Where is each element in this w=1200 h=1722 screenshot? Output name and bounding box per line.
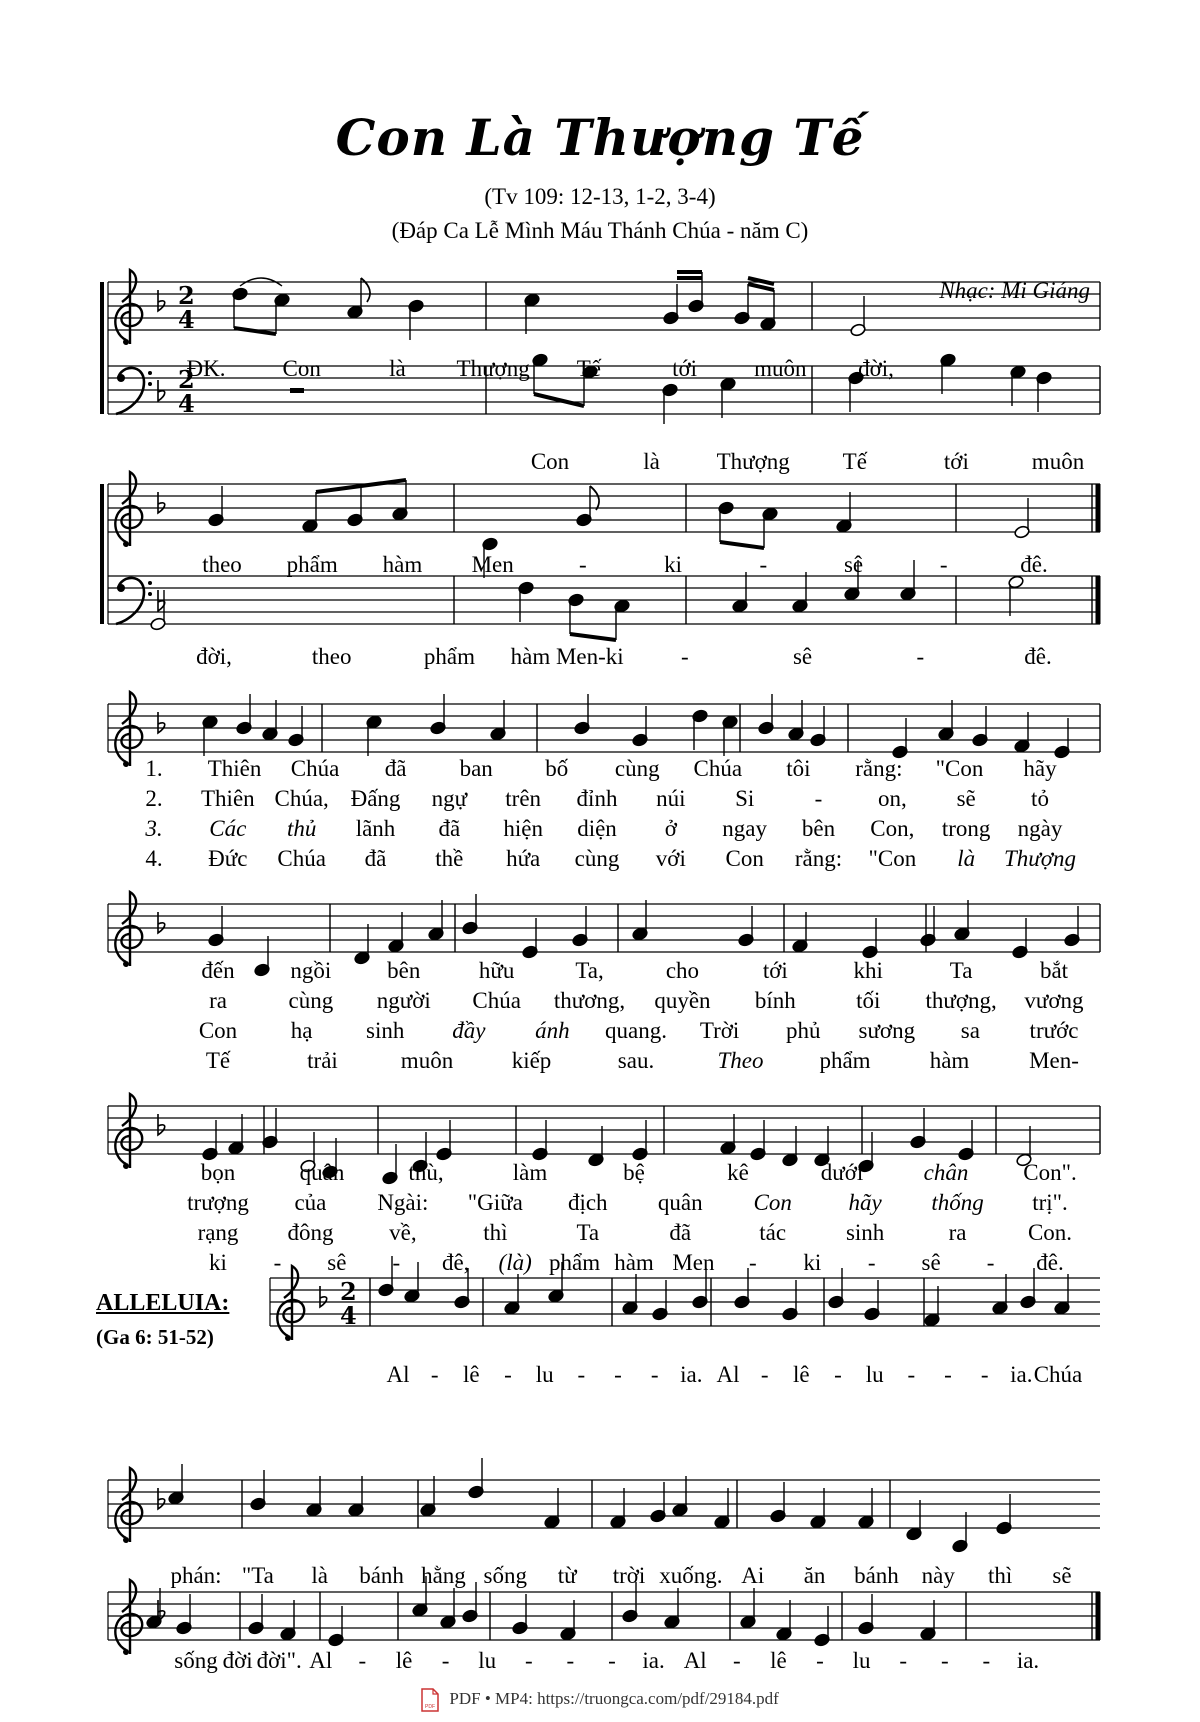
verse-lyric: Chúa	[290, 756, 340, 781]
time-signature-top: 2	[178, 365, 195, 394]
verse-lyric: sa	[960, 1018, 980, 1043]
verse-lyric: thượng,	[925, 988, 997, 1013]
alleluia-lyric: ia.	[1016, 1648, 1040, 1673]
verse-lyric: bệ	[623, 1160, 645, 1185]
verse-lyric: bên	[801, 816, 836, 841]
verse-lyric: trước	[1029, 1018, 1079, 1043]
alleluia-lyric: -	[608, 1648, 616, 1673]
refrain-lyric: sê	[843, 552, 864, 577]
alleluia-lyric: ia.	[680, 1362, 703, 1387]
verse-lyric: với	[655, 846, 686, 871]
verse-lyric: Con	[725, 846, 764, 871]
footer-link[interactable]: PDF • MP4: https://truongca.com/pdf/29184.pdf	[449, 1688, 779, 1708]
alleluia-lyric: ăn	[803, 1563, 826, 1588]
alleluia-lyric: -	[441, 1648, 450, 1673]
verse-lyric: làm	[512, 1160, 548, 1185]
flat-icon	[158, 1488, 165, 1509]
verse-lyric: -	[867, 1250, 876, 1275]
verse-lyric: ban	[459, 756, 493, 781]
verse-lyric: "Con	[935, 756, 984, 781]
alleluia-lyric: lê	[770, 1648, 787, 1673]
verse-lyric: rằng:	[794, 846, 843, 871]
alleluia-lyric: hằng	[421, 1563, 466, 1588]
alleluia-lyric: "Ta	[241, 1563, 274, 1588]
alleluia-lyric: ia.	[1010, 1362, 1033, 1387]
verse-lyric: thống	[931, 1190, 984, 1215]
verse-lyric: bên	[387, 958, 421, 983]
verse-lyric: cùng	[288, 988, 334, 1013]
refrain-lyric: Con	[282, 356, 321, 381]
note-beam	[234, 328, 276, 334]
verse-lyric: hiện	[503, 816, 543, 841]
verse-lyric: Theo	[717, 1048, 764, 1073]
verse-lyric: Thượng	[1003, 846, 1077, 871]
verse-lyric: thương,	[553, 988, 626, 1013]
alleluia-label: ALLELUIA:	[96, 1290, 230, 1316]
time-signature-bottom: 4	[178, 389, 195, 418]
treble-clef-icon	[123, 961, 129, 967]
verse-lyric: Chúa	[472, 988, 521, 1013]
verse-lyric: -	[749, 1250, 757, 1275]
verse-lyric: Thiên	[201, 786, 255, 811]
refrain-lyric: Thượng	[456, 356, 530, 381]
verse-lyric: bắt	[1039, 958, 1069, 983]
refrain-lyric: hàm Men-ki	[510, 644, 624, 669]
flat-icon	[158, 912, 165, 933]
refrain-lyric: Con	[530, 449, 570, 474]
verse-lyric: Trời	[699, 1018, 740, 1043]
verse-lyric: Con	[198, 1018, 238, 1043]
verse-lyric: về,	[389, 1220, 417, 1245]
verse-lyric: tới	[762, 958, 788, 983]
bass-clef-icon	[148, 592, 152, 596]
verse-lyric: sê	[921, 1250, 941, 1275]
composer-credit: Nhạc: Mi Giáng	[939, 278, 1090, 303]
verse-lyric: đông	[287, 1220, 334, 1245]
verse-lyric: phủ	[785, 1018, 821, 1043]
verse-lyric: vương	[1024, 988, 1084, 1013]
alleluia-lyric: Chúa	[1033, 1362, 1083, 1387]
alleluia-lyric: sẽ	[1052, 1563, 1072, 1588]
refrain-lyric: -	[939, 552, 948, 577]
verse-lyric: sinh	[366, 1018, 405, 1043]
verse-lyric: quyền	[654, 988, 711, 1013]
alleluia-lyric: -	[899, 1648, 908, 1673]
alleluia-lyric: sống	[483, 1563, 528, 1588]
alleluia-lyric: lu	[865, 1362, 884, 1387]
alleluia-lyric: trời	[612, 1563, 646, 1588]
verse-lyric: trị".	[1032, 1190, 1068, 1215]
verse-lyric: quân	[299, 1160, 345, 1185]
verse-lyric: hãy	[848, 1190, 882, 1215]
alleluia-lyric: xuống.	[659, 1563, 723, 1588]
treble-clef-icon	[123, 761, 129, 767]
verse-lyric: khi	[853, 958, 883, 983]
verse-lyric: đã	[669, 1220, 692, 1245]
alleluia-lyric: -	[566, 1648, 575, 1673]
time-signature-top: 2	[178, 281, 195, 310]
note-beam	[720, 542, 764, 548]
verse-lyric: đê,	[441, 1250, 470, 1275]
bass-clef-icon	[148, 581, 152, 585]
bass-clef-icon	[148, 382, 152, 386]
refrain-lyric: -	[759, 552, 768, 577]
treble-clef-icon	[277, 1266, 304, 1340]
alleluia-lyric: -	[524, 1648, 533, 1673]
verse-lyric: đã	[384, 756, 407, 781]
refrain-lyric: Men	[471, 552, 514, 577]
verse-lyric: cho	[665, 958, 700, 983]
verse-lyric: Tế	[205, 1048, 231, 1073]
verse-lyric: người	[376, 988, 431, 1013]
verse-lyric: hạ	[290, 1018, 313, 1043]
refrain-lyric: hàm	[382, 552, 423, 577]
alleluia-lyric: Al	[683, 1648, 707, 1673]
refrain-lyric: Thượng	[716, 449, 790, 474]
alleluia-lyric: thì	[988, 1563, 1013, 1588]
refrain-lyric: đê.	[1020, 552, 1048, 577]
pdf-file-icon	[421, 1688, 439, 1712]
treble-clef-icon	[123, 541, 129, 547]
refrain-lyric: ki	[664, 552, 683, 577]
refrain-lyric: theo	[311, 644, 352, 669]
refrain-lyric: sê	[792, 644, 813, 669]
treble-clef-icon	[115, 1580, 142, 1654]
verse-lyric: phẩm	[549, 1250, 601, 1275]
song-title: Con Là Thượng Tế	[335, 108, 865, 167]
verse-lyric: muôn	[400, 1048, 454, 1073]
verse-lyric: Đấng	[350, 786, 401, 811]
verse-lyric: của	[294, 1190, 327, 1215]
verse-lyric: trong	[941, 816, 991, 841]
alleluia-lyric: -	[816, 1648, 824, 1673]
alleluia-lyric: -	[907, 1362, 916, 1387]
treble-clef-icon	[115, 472, 142, 546]
alleluia-lyric: Ai	[741, 1563, 765, 1588]
alleluia-lyric: -	[614, 1362, 622, 1387]
treble-clef-icon	[123, 339, 129, 345]
refrain-lyric: là	[389, 356, 406, 381]
verse-lyric: ngay	[722, 816, 768, 841]
alleluia-lyric: lê	[463, 1362, 480, 1387]
verse-lyric: Men-	[1029, 1048, 1079, 1073]
verse-lyric: sê	[327, 1250, 347, 1275]
verse-lyric: Con,	[870, 816, 915, 841]
refrain-lyric: phẩm	[423, 644, 475, 669]
verse-lyric: ki	[209, 1250, 227, 1275]
verse-lyric: thủ	[286, 816, 317, 841]
refrain-lyric: Tế	[842, 449, 867, 474]
alleluia-lyric: -	[430, 1362, 439, 1387]
verse-lyric: ngày	[1017, 816, 1063, 841]
verse-lyric: ngồi	[290, 958, 332, 983]
alleluia-lyric: là	[311, 1563, 329, 1588]
verse-lyric: cùng	[574, 846, 620, 871]
note-beam	[570, 634, 616, 640]
refrain-lyric: đời,	[858, 356, 894, 381]
verse-lyric: đỉnh	[576, 786, 618, 811]
verse-lyric: rạng	[197, 1220, 239, 1245]
alleluia-lyric: -	[504, 1362, 512, 1387]
verse-lyric: núi	[656, 786, 686, 811]
verse-lyric: "Con	[868, 846, 917, 871]
verse-lyric: 1.	[145, 756, 163, 781]
treble-clef-icon	[115, 692, 142, 766]
refrain-lyric: tới	[672, 356, 698, 381]
flat-icon	[158, 712, 165, 733]
verse-lyric: sương	[858, 1018, 916, 1043]
alleluia-lyric: đời".	[256, 1648, 302, 1673]
bass-clef-icon	[117, 584, 125, 592]
verse-lyric: bính	[754, 988, 796, 1013]
verse-lyric: đê.	[1036, 1250, 1064, 1275]
alleluia-lyric: -	[834, 1362, 842, 1387]
treble-clef-icon	[115, 1094, 142, 1168]
verse-lyric: (là)	[498, 1250, 532, 1275]
verse-lyric: tỏ	[1031, 786, 1049, 811]
refrain-lyric: đê.	[1024, 644, 1052, 669]
liturgical-occasion: (Đáp Ca Lễ Mình Máu Thánh Chúa - năm C)	[391, 218, 809, 243]
verse-lyric: ở	[664, 816, 677, 841]
verse-lyric: Thiên	[207, 756, 262, 781]
verse-lyric: Chúa	[277, 846, 326, 871]
alleluia-lyric: sống	[174, 1648, 218, 1673]
verse-lyric: ra	[948, 1220, 967, 1245]
verse-lyric: -	[986, 1250, 995, 1275]
alleluia-lyric: -	[577, 1362, 586, 1387]
time-signature-top: 2	[340, 1277, 357, 1306]
refrain-lyric: phẩm	[286, 552, 338, 577]
verse-lyric: kê	[727, 1160, 749, 1185]
footer	[0, 1688, 1200, 1712]
verse-lyric: 3.	[145, 816, 163, 841]
verse-lyric: Ta	[949, 958, 973, 983]
verse-lyric: Con	[753, 1190, 792, 1215]
verse-lyric: -	[814, 786, 823, 811]
verse-lyric: địch	[567, 1190, 608, 1215]
verse-lyric: trên	[505, 786, 542, 811]
refrain-lyric: đời,	[196, 644, 232, 669]
alleluia-lyric: bánh	[359, 1563, 404, 1588]
verse-lyric: on,	[877, 786, 907, 811]
refrain-lyric: Tế	[576, 356, 601, 381]
verse-lyric: bọn	[200, 1160, 236, 1185]
bass-clef-icon	[148, 371, 152, 375]
verse-lyric: phẩm	[819, 1048, 871, 1073]
verse-lyric: Ta,	[575, 958, 604, 983]
verse-lyric: thù,	[408, 1160, 444, 1185]
verse-lyric: tối	[856, 988, 881, 1013]
verse-lyric: rằng:	[855, 756, 903, 781]
alleluia-reference: (Ga 6: 51-52)	[96, 1325, 214, 1349]
flat-icon	[158, 492, 165, 513]
verse-lyric: ra	[209, 988, 227, 1013]
time-signature-bottom: 4	[178, 305, 195, 334]
alleluia-lyric: -	[358, 1648, 367, 1673]
half-rest	[290, 388, 304, 393]
verse-lyric: sau.	[617, 1048, 655, 1073]
verse-lyric: ki	[803, 1250, 822, 1275]
alleluia-lyric: đời	[222, 1648, 253, 1673]
alleluia-lyric: lê	[793, 1362, 810, 1387]
refrain-lyric: tới	[943, 449, 969, 474]
refrain-lyric: là	[643, 449, 660, 474]
alleluia-lyric: này	[921, 1563, 955, 1588]
refrain-lyric: -	[916, 644, 925, 669]
treble-clef-icon	[115, 270, 142, 344]
verse-lyric: dưới	[820, 1160, 864, 1185]
verse-lyric: tôi	[786, 756, 811, 781]
flat-icon	[158, 1114, 165, 1135]
verse-lyric: đầy	[452, 1018, 486, 1043]
verse-lyric: hãy	[1023, 756, 1057, 781]
verse-lyric: ánh	[535, 1018, 570, 1043]
alleluia-lyric: -	[982, 1648, 991, 1673]
treble-clef-icon	[115, 892, 142, 966]
note-flag	[590, 486, 599, 510]
alleluia-lyric: ia.	[642, 1648, 665, 1673]
verse-lyric: đã	[364, 846, 387, 871]
alleluia-lyric: bánh	[854, 1563, 899, 1588]
verse-lyric: Các	[209, 816, 247, 841]
verse-lyric: Con.	[1027, 1220, 1073, 1245]
verse-lyric: chân	[923, 1160, 969, 1185]
alleluia-lyric: lê	[395, 1648, 413, 1673]
verse-lyric: quân	[657, 1190, 703, 1215]
alleluia-lyric: Al	[716, 1362, 740, 1387]
treble-clef-icon	[123, 1537, 129, 1543]
verse-lyric: là	[957, 846, 976, 871]
alleluia-lyric: Al	[386, 1362, 410, 1387]
flat-icon	[320, 1286, 327, 1307]
refrain-lyric: muôn	[754, 356, 807, 381]
alleluia-lyric: lu	[535, 1362, 554, 1387]
verse-lyric: hàm	[614, 1250, 654, 1275]
alleluia-lyric: -	[980, 1362, 989, 1387]
time-signature-bottom: 4	[340, 1301, 357, 1330]
verse-lyric: Men	[672, 1250, 715, 1275]
refrain-lyric: muôn	[1031, 449, 1085, 474]
verse-lyric: Chúa	[693, 756, 743, 781]
alleluia-lyric: -	[760, 1362, 769, 1387]
verse-lyric: sinh	[845, 1220, 885, 1245]
verse-lyric: trải	[307, 1048, 338, 1073]
refrain-lyric: -	[681, 644, 689, 669]
alleluia-lyric: Al	[309, 1648, 333, 1673]
alleluia-lyric: -	[940, 1648, 949, 1673]
verse-lyric: Đức	[208, 846, 248, 871]
verse-lyric: trượng	[187, 1190, 249, 1215]
verse-lyric: Chúa,	[274, 786, 329, 811]
verse-lyric: hàm	[929, 1048, 970, 1073]
note-beam	[534, 394, 584, 406]
bass-clef-icon	[117, 374, 125, 382]
treble-clef-icon	[115, 1468, 142, 1542]
verse-lyric: hứa	[506, 846, 541, 871]
alleluia-lyric: -	[650, 1362, 659, 1387]
verse-lyric: -	[392, 1250, 401, 1275]
verse-lyric: đến	[201, 958, 235, 983]
verse-lyric: diện	[577, 816, 617, 841]
alleluia-lyric: -	[944, 1362, 952, 1387]
refrain-lyric: -	[579, 552, 587, 577]
verse-lyric: "Giữa	[467, 1190, 523, 1215]
verse-lyric: ngự	[431, 786, 468, 811]
verse-lyric: -	[273, 1250, 282, 1275]
treble-clef-icon	[123, 1163, 129, 1169]
alleluia-lyric: từ	[557, 1563, 577, 1588]
verse-lyric: bố	[545, 756, 569, 781]
alleluia-lyric: lu	[478, 1648, 497, 1673]
verse-lyric: quang.	[605, 1018, 667, 1043]
psalm-reference: (Tv 109: 12-13, 1-2, 3-4)	[484, 184, 716, 209]
refrain-lyric: ĐK.	[186, 356, 226, 381]
treble-clef-icon	[123, 1649, 129, 1655]
verse-lyric: lãnh	[355, 816, 396, 841]
verse-lyric: tác	[759, 1220, 787, 1245]
verse-lyric: thì	[483, 1220, 508, 1245]
svg-text:PDF: PDF	[425, 1704, 436, 1710]
verse-lyric: 4.	[145, 846, 163, 871]
verse-lyric: kiếp	[511, 1048, 552, 1073]
verse-lyric: Si	[735, 786, 755, 811]
alleluia-lyric: -	[732, 1648, 741, 1673]
verse-lyric: đã	[438, 816, 461, 841]
verse-lyric: Con".	[1023, 1160, 1077, 1185]
verse-lyric: thề	[435, 846, 464, 871]
alleluia-lyric: lu	[852, 1648, 871, 1673]
verse-lyric: hữu	[478, 958, 515, 983]
flat-icon	[158, 290, 165, 311]
verse-lyric: Ta	[576, 1220, 600, 1245]
verse-lyric: Ngài:	[377, 1190, 429, 1215]
treble-clef-icon	[285, 1335, 291, 1341]
refrain-lyric: theo	[202, 552, 242, 577]
verse-lyric: cùng	[614, 756, 660, 781]
verse-lyric: 2.	[145, 786, 163, 811]
alleluia-lyric: phán:	[170, 1563, 222, 1588]
verse-lyric: sẽ	[956, 786, 976, 811]
